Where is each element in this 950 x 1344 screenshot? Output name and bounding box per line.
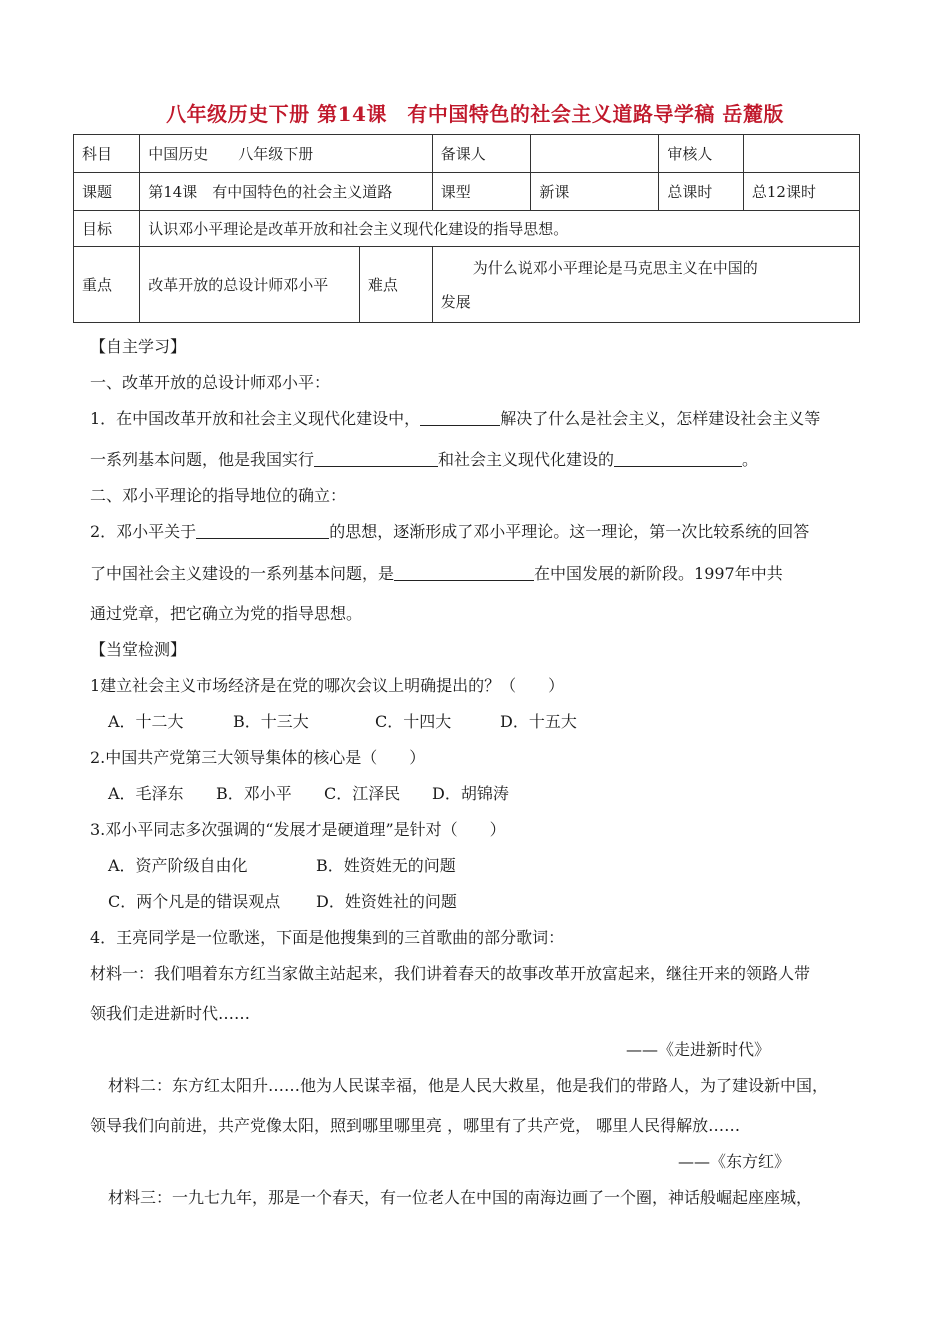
difficulty-line-1: 为什么说邓小平理论是马克思主义在中国的 bbox=[472, 258, 758, 277]
material-1-line-2: 领我们走进新时代…… bbox=[90, 1004, 251, 1023]
mc-options-2 bbox=[108, 781, 509, 804]
answer-blank[interactable] bbox=[314, 450, 438, 467]
mc-question-1: 1建立社会主义市场经济是在党的哪次会议上明确提出的？（ ） bbox=[90, 676, 565, 695]
value-total-hours: 总12课时 bbox=[743, 173, 859, 211]
label-goal: 目标 bbox=[74, 211, 140, 247]
value-subject: 中国历史 八年级下册 bbox=[140, 135, 433, 173]
value-topic: 第14课 有中国特色的社会主义道路 bbox=[140, 173, 433, 211]
material-2-source: ——《东方红》 bbox=[678, 1152, 791, 1171]
value-lesson-type: 新课 bbox=[531, 173, 659, 211]
answer-blank[interactable] bbox=[196, 522, 329, 539]
material-2-line-1: 材料二：东方红太阳升……他为人民谋幸福，他是人民大救星，他是我们的带路人，为了建设新中国， bbox=[108, 1076, 829, 1095]
table-row bbox=[74, 211, 860, 247]
option-c[interactable]: C．江泽民 bbox=[324, 784, 401, 803]
label-lesson-type: 课型 bbox=[432, 173, 531, 211]
label-total-hours: 总课时 bbox=[659, 173, 744, 211]
mc-options-3b bbox=[108, 889, 457, 912]
value-key-point: 改革开放的总设计师邓小平 bbox=[140, 247, 360, 323]
question-text: 1．在中国改革开放和社会主义现代化建设中， bbox=[90, 409, 421, 428]
mc-question-2: 2.中国共产党第三大领导集体的核心是（ ） bbox=[90, 748, 426, 767]
lesson-info-table bbox=[73, 134, 860, 323]
label-reviewer: 审核人 bbox=[659, 135, 744, 173]
question-text: 解决了什么是社会主义，怎样建设社会主义等 bbox=[500, 409, 821, 428]
question-2-line-1 bbox=[90, 519, 809, 542]
label-preparer: 备课人 bbox=[432, 135, 531, 173]
label-subject: 科目 bbox=[74, 135, 140, 173]
value-goal: 认识邓小平理论是改革开放和社会主义现代化建设的指导思想。 bbox=[140, 211, 860, 247]
option-c[interactable]: C．两个凡是的错误观点 bbox=[108, 892, 281, 911]
answer-blank[interactable] bbox=[420, 409, 500, 426]
material-3-line-1: 材料三：一九七九年，那是一个春天，有一位老人在中国的南海边画了一个圈，神话般崛起座座城， bbox=[108, 1188, 813, 1207]
question-text: 的思想，逐渐形成了邓小平理论。这一理论，第一次比较系统的回答 bbox=[329, 522, 810, 541]
question-text: 和社会主义现代化建设的 bbox=[438, 450, 615, 469]
section-heading-1: 一、改革开放的总设计师邓小平： bbox=[90, 373, 331, 392]
question-2-line-3: 通过党章，把它确立为党的指导思想。 bbox=[90, 604, 363, 623]
question-text: 一系列基本问题，他是我国实行 bbox=[90, 450, 315, 469]
document-title: 八年级历史下册 第14课 有中国特色的社会主义道路导学稿 岳麓版 bbox=[166, 102, 784, 126]
answer-blank[interactable] bbox=[614, 450, 742, 467]
option-b[interactable]: B．姓资姓无的问题 bbox=[316, 856, 456, 875]
value-preparer bbox=[531, 135, 659, 173]
label-topic: 课题 bbox=[74, 173, 140, 211]
self-study-header: 【自主学习】 bbox=[90, 337, 187, 356]
table-row bbox=[74, 135, 860, 173]
question-1-line-2 bbox=[90, 447, 758, 470]
question-text: 2．邓小平关于 bbox=[90, 522, 197, 541]
mc-question-3: 3.邓小平同志多次强调的“发展才是硬道理”是针对（ ） bbox=[90, 820, 506, 839]
option-b[interactable]: B．邓小平 bbox=[216, 784, 292, 803]
difficulty-line-2: 发展 bbox=[440, 292, 471, 311]
label-difficulty: 难点 bbox=[359, 247, 432, 323]
option-a[interactable]: A．十二大 bbox=[108, 712, 184, 731]
question-1-line-1 bbox=[90, 406, 820, 429]
section-heading-2: 二、邓小平理论的指导地位的确立： bbox=[90, 486, 347, 505]
option-c[interactable]: C．十四大 bbox=[375, 712, 452, 731]
material-1-line-1: 材料一：我们唱着东方红当家做主站起来，我们讲着春天的故事改革开放富起来，继往开来的领路人带 bbox=[90, 964, 811, 983]
option-d[interactable]: D．十五大 bbox=[500, 712, 577, 731]
option-d[interactable]: D．姓资姓社的问题 bbox=[316, 892, 457, 911]
question-text: 。 bbox=[742, 450, 759, 469]
answer-blank[interactable] bbox=[394, 564, 534, 581]
question-4: 4．王亮同学是一位歌迷，下面是他搜集到的三首歌曲的部分歌词： bbox=[90, 928, 565, 947]
table-row bbox=[74, 173, 860, 211]
option-a[interactable]: A．毛泽东 bbox=[108, 784, 184, 803]
table-row bbox=[74, 247, 860, 323]
option-b[interactable]: B．十三大 bbox=[233, 712, 309, 731]
value-difficulty bbox=[432, 247, 859, 323]
check-header: 【当堂检测】 bbox=[90, 640, 187, 659]
label-key-point: 重点 bbox=[74, 247, 140, 323]
value-reviewer bbox=[743, 135, 859, 173]
option-a[interactable]: A．资产阶级自由化 bbox=[108, 856, 248, 875]
question-text: 了中国社会主义建设的一系列基本问题，是 bbox=[90, 564, 395, 583]
material-2-line-2: 领导我们向前进，共产党像太阳，照到哪里哪里亮 ，哪里有了共产党， 哪里人民得解放…… bbox=[90, 1116, 741, 1135]
material-1-source: ——《走进新时代》 bbox=[626, 1040, 771, 1059]
question-text: 在中国发展的新阶段。1997年中共 bbox=[534, 564, 783, 583]
option-d[interactable]: D．胡锦涛 bbox=[432, 784, 509, 803]
mc-options-3a bbox=[108, 853, 456, 876]
mc-options-1 bbox=[108, 709, 577, 732]
question-2-line-2 bbox=[90, 561, 783, 584]
